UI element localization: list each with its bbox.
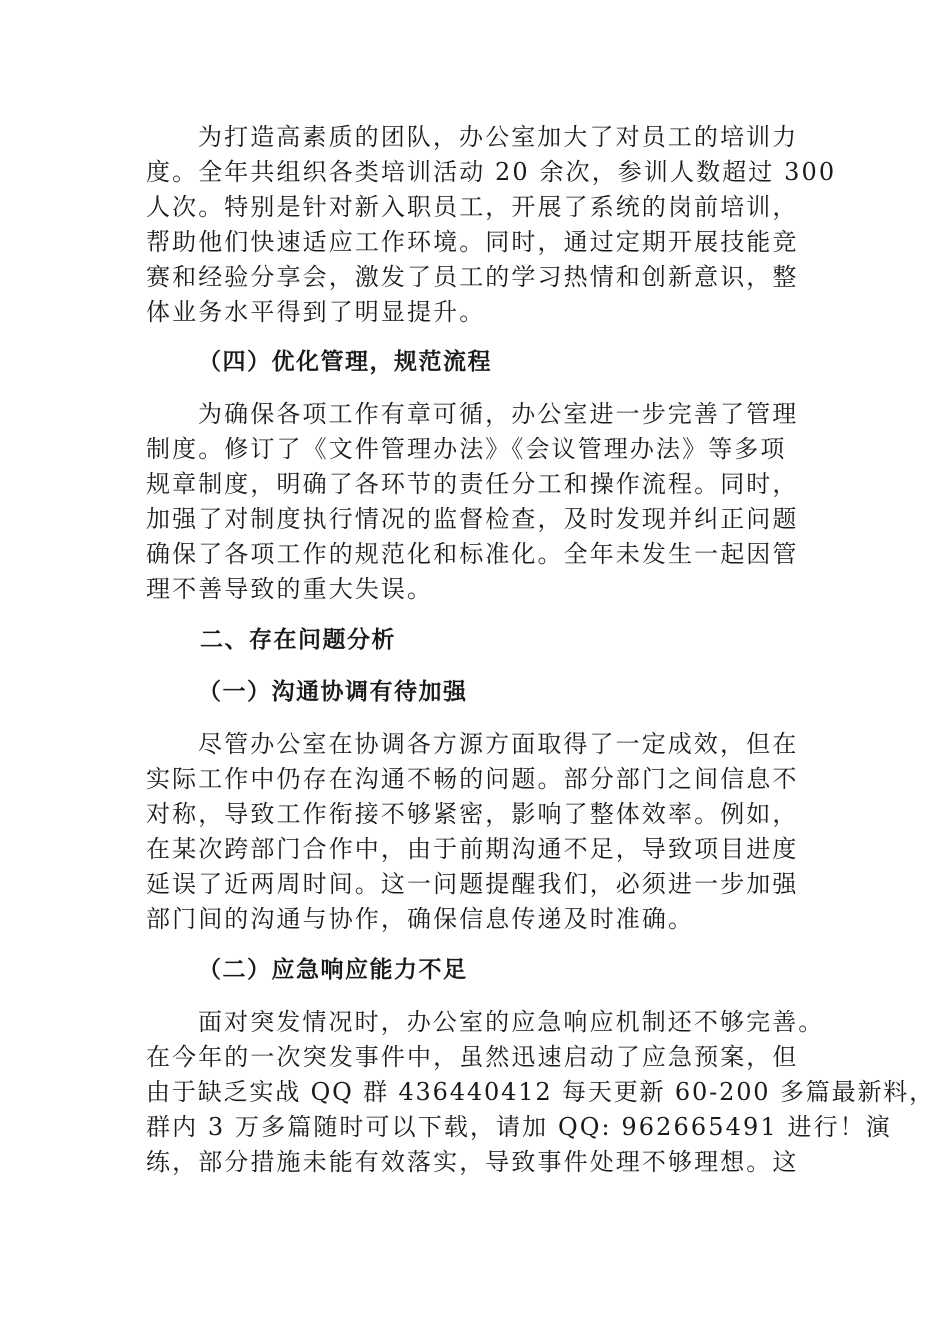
paragraph-line: 群内 3 万多篇随时可以下载，请加 QQ: 962665491 进行！演 <box>146 1113 892 1141</box>
paragraph-line: 在某次跨部门合作中，由于前期沟通不足，导致项目进度 <box>146 835 799 863</box>
paragraph-line: 面对突发情况时，办公室的应急响应机制还不够完善。 <box>198 1008 825 1036</box>
paragraph-line: 为打造高素质的团队，办公室加大了对员工的培训力 <box>198 123 799 151</box>
paragraph-line: 延误了近两周时间。这一问题提醒我们，必须进一步加强 <box>146 870 799 898</box>
paragraph-line: 由于缺乏实战 QQ 群 436440412 每天更新 60-200 多篇最新料， <box>146 1078 936 1106</box>
paragraph-line: 理不善导致的重大失误。 <box>146 575 434 603</box>
paragraph-line: 度。全年共组织各类培训活动 20 余次，参训人数超过 300 <box>146 158 837 186</box>
subsection-heading: （一）沟通协调有待加强 <box>198 679 468 705</box>
subsection-heading: （二）应急响应能力不足 <box>198 957 468 983</box>
paragraph-line: 制度。修订了《文件管理办法》《会议管理办法》等多项 <box>146 435 787 463</box>
paragraph-line: 实际工作中仍存在沟通不畅的问题。部分部门之间信息不 <box>146 765 799 793</box>
paragraph-line: 加强了对制度执行情况的监督检查，及时发现并纠正问题 <box>146 505 799 533</box>
paragraph-line: 对称，导致工作衔接不够紧密，影响了整体效率。例如， <box>146 800 799 828</box>
paragraph-line: 规章制度，明确了各环节的责任分工和操作流程。同时， <box>146 470 799 498</box>
section-heading: 二、存在问题分析 <box>200 627 396 653</box>
paragraph-line: 为确保各项工作有章可循，办公室进一步完善了管理 <box>198 400 799 428</box>
paragraph-line: 在今年的一次突发事件中，虽然迅速启动了应急预案，但 <box>146 1043 799 1071</box>
paragraph-line: 练，部分措施未能有效落实，导致事件处理不够理想。这 <box>146 1148 799 1176</box>
paragraph-line: 赛和经验分享会，激发了员工的学习热情和创新意识，整 <box>146 263 799 291</box>
paragraph-line: 体业务水平得到了明显提升。 <box>146 298 486 326</box>
paragraph-line: 人次。特别是针对新入职员工，开展了系统的岗前培训， <box>146 193 799 221</box>
paragraph-line: 部门间的沟通与协作，确保信息传递及时准确。 <box>146 905 695 933</box>
paragraph-line: 帮助他们快速适应工作环境。同时，通过定期开展技能竞 <box>146 228 799 256</box>
paragraph-line: 尽管办公室在协调各方源方面取得了一定成效，但在 <box>198 730 799 758</box>
subsection-heading: （四）优化管理，规范流程 <box>198 349 492 375</box>
paragraph-line: 确保了各项工作的规范化和标准化。全年未发生一起因管 <box>146 540 799 568</box>
